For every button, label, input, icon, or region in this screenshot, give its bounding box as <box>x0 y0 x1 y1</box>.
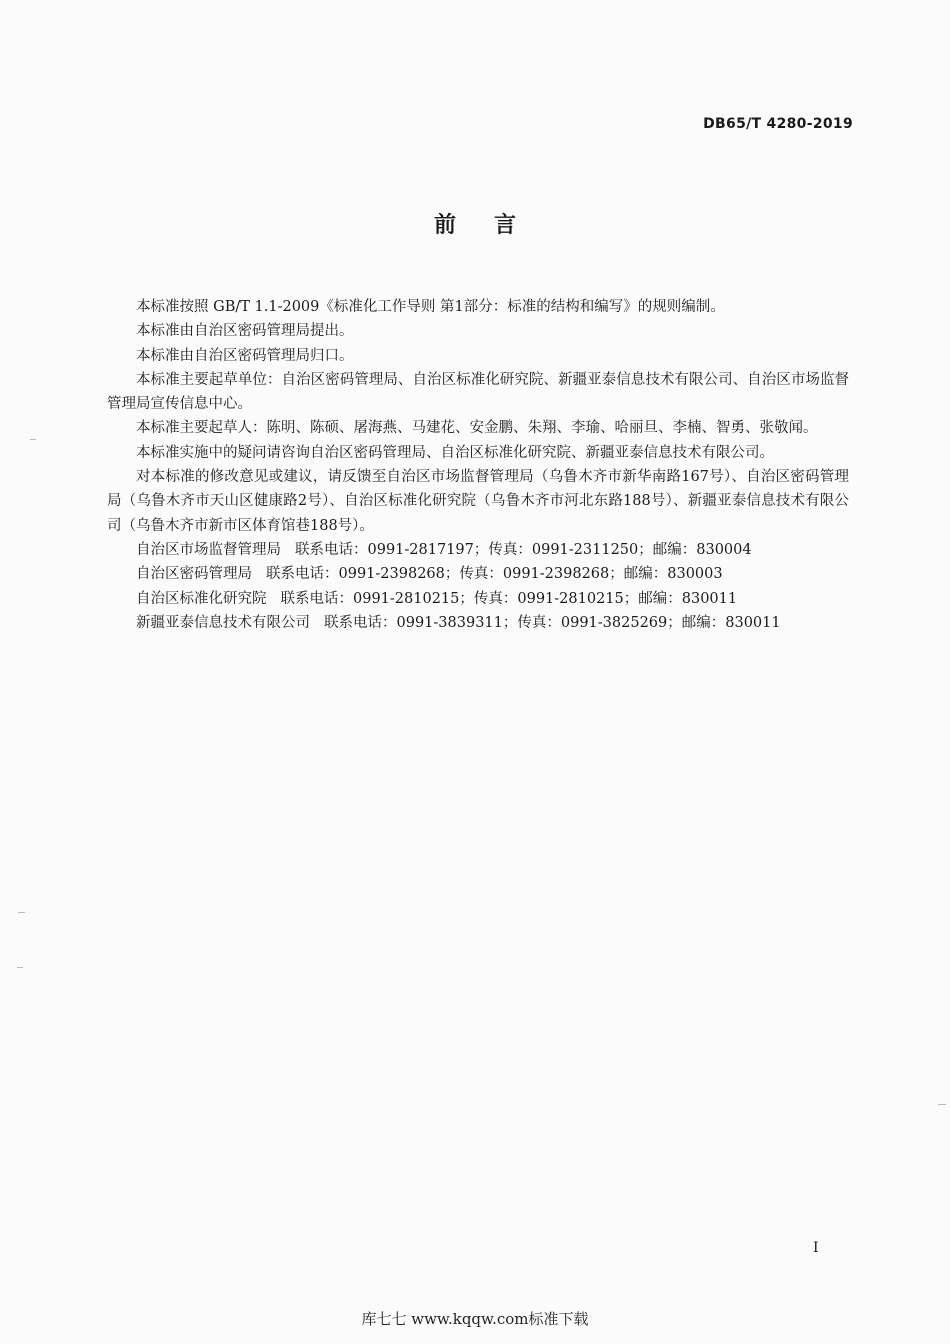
paragraph-feedback: 对本标准的修改意见或建议，请反馈至自治区市场监督管理局（乌鲁木齐市新华南路167号）、自治区密码管理局（乌鲁木齐市天山区健康路2号）、自治区标准化研究院（乌鲁木齐市河北东路188号）、新疆亚泰信息技术有限公司（乌鲁木齐市新市区体育馆巷188号）。 <box>107 469 849 534</box>
paragraph-inquiries: 本标准实施中的疑问请咨询自治区密码管理局、自治区标准化研究院、新疆亚泰信息技术有限公司。 <box>136 444 774 461</box>
contact-row <box>107 611 849 635</box>
scan-mark <box>30 439 36 440</box>
foreword-body <box>107 295 849 635</box>
footer-watermark: 库七七 www.kqqw.com标准下载 <box>361 1310 589 1328</box>
scan-mark <box>938 1104 946 1105</box>
contact-details: 联系电话：0991-2398268；传真：0991-2398268；邮编：830003 <box>266 566 723 583</box>
contact-list <box>107 538 849 635</box>
contact-row <box>107 562 849 586</box>
contact-org: 自治区市场监督管理局 <box>136 541 281 558</box>
contact-org: 自治区密码管理局 <box>136 566 252 583</box>
contact-details: 联系电话：0991-2817197；传真：0991-2311250；邮编：830004 <box>295 541 752 558</box>
page-title: 前言 <box>433 213 554 238</box>
scan-mark <box>18 912 25 913</box>
paragraph-drafting-units: 本标准主要起草单位：自治区密码管理局、自治区标准化研究院、新疆亚泰信息技术有限公司、自治区市场监督管理局宣传信息中心。 <box>107 371 849 413</box>
paragraph-drafters: 本标准主要起草人：陈明、陈硕、屠海燕、马建花、安金鹏、朱翔、李瑜、哈丽旦、李楠、智勇、张敬闻。 <box>136 420 818 437</box>
contact-org: 新疆亚泰信息技术有限公司 <box>136 614 310 631</box>
paragraph-proposer: 本标准由自治区密码管理局提出。 <box>136 323 354 340</box>
document-code: DB65/T 4280-2019 <box>703 116 853 132</box>
paragraph-compilation-rule: 本标准按照 GB/T 1.1-2009《标准化工作导则 第1部分：标准的结构和编写》的规则编制。 <box>136 299 725 315</box>
contact-row <box>107 538 849 562</box>
contact-details: 联系电话：0991-2810215；传真：0991-2810215；邮编：830011 <box>280 590 738 607</box>
contact-row <box>107 587 849 611</box>
page-number: I <box>813 1240 819 1256</box>
contact-details: 联系电话：0991-3839311；传真：0991-3825269；邮编：830011 <box>324 614 781 631</box>
contact-org: 自治区标准化研究院 <box>136 590 267 607</box>
paragraph-administrator: 本标准由自治区密码管理局归口。 <box>136 347 354 364</box>
scan-mark <box>17 967 23 968</box>
